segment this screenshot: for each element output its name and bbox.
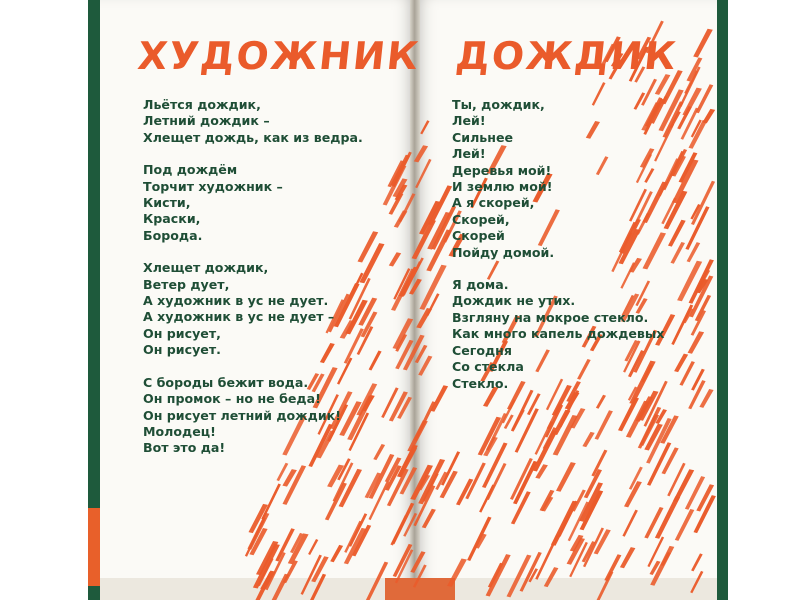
rain-stroke (675, 509, 695, 541)
rain-stroke (690, 571, 703, 593)
rain-stroke (655, 496, 680, 539)
rain-stroke (486, 554, 511, 596)
poem-text-right (452, 97, 664, 408)
stanza (452, 277, 664, 392)
stanza (143, 260, 363, 358)
poem-line: Скорей, (452, 211, 510, 227)
poem-line: Со стекла (452, 359, 524, 375)
rain-stroke (390, 515, 407, 545)
rain-stroke (416, 308, 432, 328)
rain-stroke (544, 567, 559, 587)
rain-stroke (369, 351, 382, 371)
rain-stroke (693, 29, 713, 58)
poem-line: Он рисует. (143, 342, 221, 358)
rain-stroke (447, 559, 467, 587)
rain-stroke (691, 553, 703, 571)
poem-line: Лей! (452, 113, 486, 129)
rain-stroke (699, 389, 713, 408)
stanza (143, 162, 363, 244)
rain-stroke (620, 547, 636, 568)
rain-stroke (556, 462, 576, 492)
poem-line: Торчит художник – (143, 178, 283, 194)
rain-stroke (359, 243, 384, 283)
poem-line: С бороды бежит вода. (143, 374, 309, 390)
poem-line: Молодец! (143, 423, 216, 439)
rain-stroke (373, 444, 385, 460)
rain-stroke (604, 554, 621, 581)
poem-line: Вот это да! (143, 440, 226, 456)
rain-stroke (420, 120, 429, 134)
rain-stroke (512, 409, 525, 430)
poem-line: Сегодня (452, 342, 512, 358)
poem-line: Я дома. (452, 277, 509, 293)
poem-text-left (143, 97, 363, 473)
poem-line: А я скорей, (452, 195, 535, 211)
poem-line: Краски, (143, 211, 201, 227)
poem-line: Под дождём (143, 162, 238, 178)
poem-title-dozhdik: ДОЖДИК (453, 34, 680, 78)
rain-stroke (486, 463, 506, 500)
rain-stroke (582, 432, 594, 447)
poem-line: Хлещет дождик, (143, 260, 269, 276)
poem-title-khudozhnik: ХУДОЖНИК (135, 34, 423, 78)
rain-stroke (365, 562, 389, 600)
rain-stroke (467, 517, 491, 561)
poem-line: И землю мой! (452, 179, 553, 195)
stanza (143, 97, 363, 146)
rain-stroke (515, 408, 539, 452)
poem-line: Хлещет дождь, как из ведра. (143, 129, 363, 145)
poem-line: Деревья мой! (452, 162, 552, 178)
rain-stroke (691, 369, 705, 391)
rain-stroke (430, 385, 448, 412)
stanza (143, 375, 363, 457)
rain-stroke (553, 415, 578, 456)
rain-stroke (558, 501, 578, 537)
rain-stroke (688, 331, 705, 353)
rain-stroke (671, 305, 693, 346)
rain-stroke (677, 261, 702, 301)
rain-stroke (674, 354, 688, 373)
poem-line: Летний дождик – (143, 113, 270, 129)
stanza (452, 97, 664, 261)
rain-stroke (261, 484, 281, 520)
poem-line: Взгляну на мокрое стекло. (452, 309, 649, 325)
poem-line: Борода. (143, 227, 203, 243)
poem-line: Кисти, (143, 195, 191, 211)
rain-stroke (418, 356, 432, 376)
rain-stroke (671, 242, 686, 264)
poem-line: Лей! (452, 146, 486, 162)
poem-line: Стекло. (452, 375, 509, 391)
poem-line: Он промок – но не беда! (143, 391, 321, 407)
poem-line: А художник в ус не дует – (143, 309, 335, 325)
rain-stroke (414, 145, 428, 162)
poem-line: Пойду домой. (452, 244, 555, 260)
rain-stroke (414, 401, 436, 441)
rain-stroke (422, 509, 436, 529)
poem-line: Как много капель дождевых (452, 326, 665, 342)
rain-stroke (389, 252, 401, 266)
poem-line: Он рисует летний дождик! (143, 407, 341, 423)
poem-line: Льётся дождик, (143, 97, 261, 112)
rain-stroke (595, 410, 613, 440)
rain-stroke (415, 159, 431, 188)
poem-line: А художник в ус не дует. (143, 293, 329, 309)
poem-line: Скорей (452, 228, 505, 244)
rain-stroke (330, 545, 343, 562)
rain-stroke (622, 510, 638, 537)
rain-stroke (650, 546, 674, 586)
poem-line: Сильнее (452, 129, 514, 145)
poem-line: Он рисует, (143, 325, 221, 341)
poem-line: Дождик не утих. (452, 293, 576, 309)
poem-line: Ты, дождик, (452, 97, 545, 112)
poem-line: Ветер дует, (143, 276, 230, 292)
rain-stroke (308, 539, 318, 555)
